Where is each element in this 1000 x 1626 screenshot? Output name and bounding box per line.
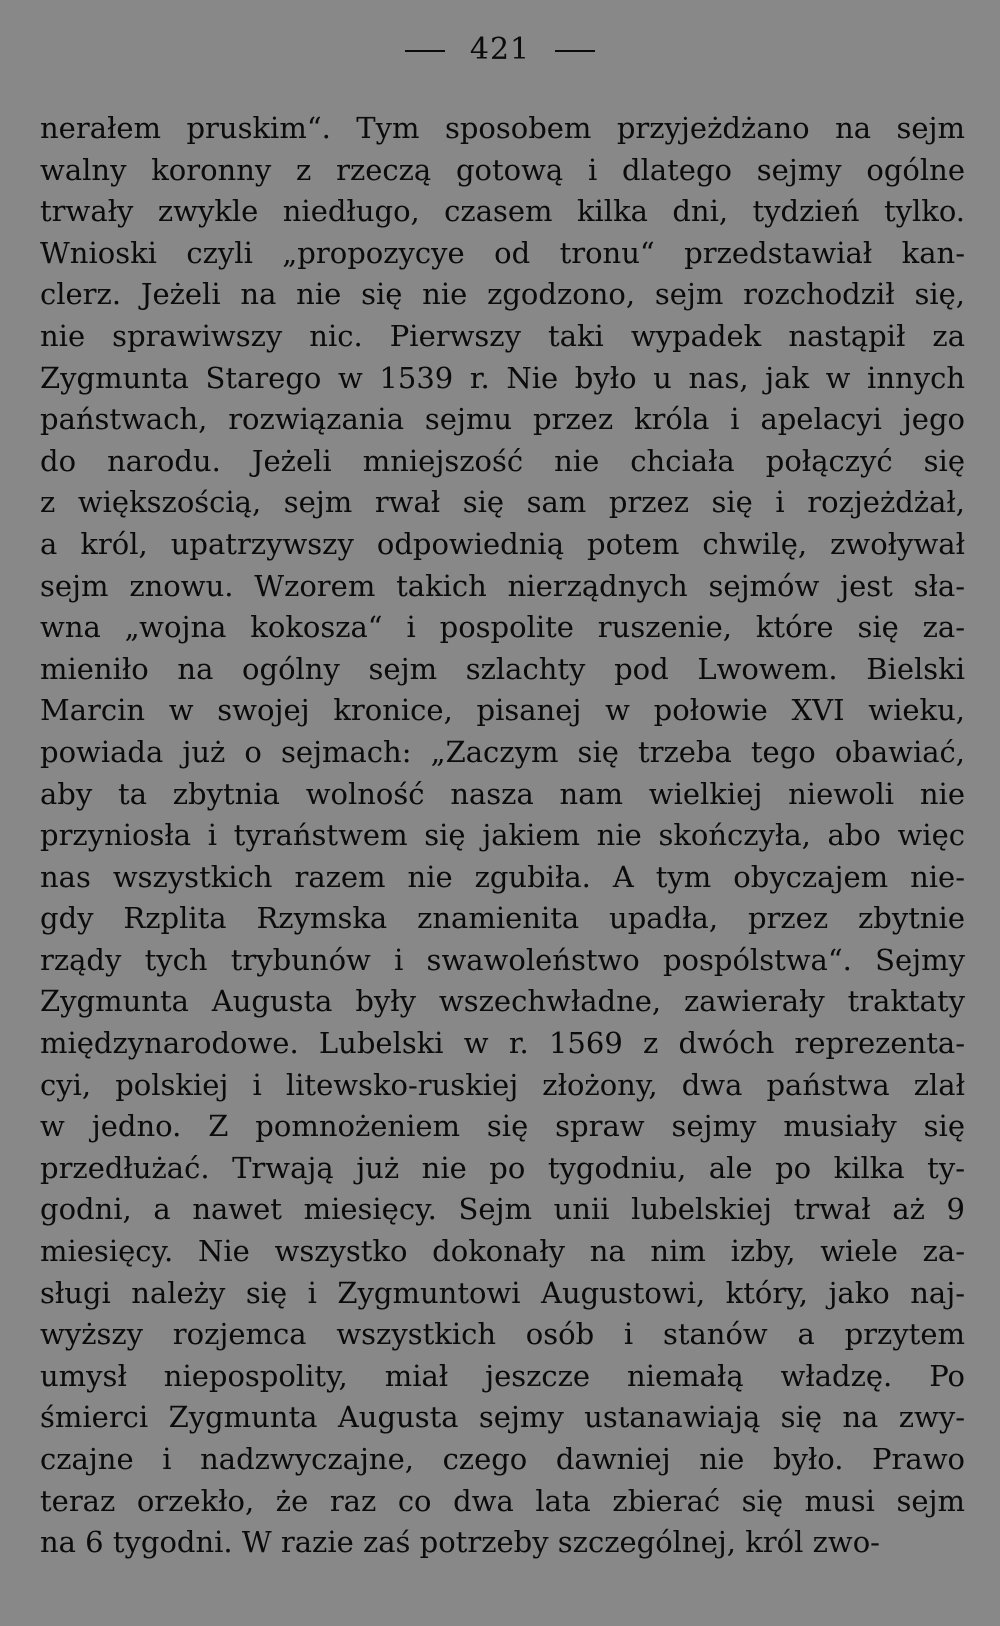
text-line: aby ta zbytnia wolność nasza nam wielkiej niewoli nie (40, 776, 965, 811)
text-line: powiada już o sejmach: „Zaczym się trzeba tego obawiać, (40, 734, 965, 769)
text-line: miesięcy. Nie wszystko dokonały na nim izby, wiele za- (40, 1234, 965, 1269)
text-line: nas wszystkich razem nie zgubiła. A tym obyczajem nie- (40, 859, 965, 894)
text-line: w jedno. Z pomnożeniem się spraw sejmy musiały się (40, 1109, 965, 1144)
text-line: na 6 tygodni. W razie zaś potrzeby szczególnej, król zwo- (40, 1525, 880, 1560)
page-number: 421 (469, 32, 531, 67)
header-dash-right (555, 50, 595, 52)
text-line: do narodu. Jeżeli mniejszość nie chciała połączyć się (40, 443, 965, 478)
text-line: czajne i nadzwyczajne, czego dawniej nie było. Prawo (40, 1442, 965, 1476)
body-text (40, 108, 965, 1564)
text-line: umysł niepospolity, miał jeszcze niemałą władzę. Po (40, 1358, 965, 1393)
text-line: sejm znowu. Wzorem takich nierządnych sejmów jest sła- (40, 568, 965, 603)
text-line: a król, upatrzywszy odpowiednią potem chwilę, zwoływał (40, 526, 965, 561)
text-line: wna „wojna kokosza“ i pospolite ruszenie, które się za- (40, 610, 965, 645)
text-line: przedłużać. Trwają już nie po tygodniu, ale po kilka ty- (40, 1150, 965, 1185)
text-line: teraz orzekło, że raz co dwa lata zbierać się musi sejm (40, 1483, 965, 1518)
text-line: nie sprawiwszy nic. Pierwszy taki wypadek nastąpił za (40, 318, 965, 353)
text-line: wyższy rozjemca wszystkich osób i stanów a przytem (40, 1317, 965, 1352)
text-line: clerz. Jeżeli na nie się nie zgodzono, sejm rozchodził się, (40, 277, 965, 312)
header-dash-left (405, 50, 445, 52)
text-line: międzynarodowe. Lubelski w r. 1569 z dwóch reprezenta- (40, 1026, 965, 1061)
text-line: sługi należy się i Zygmuntowi Augustowi, który, jako naj- (40, 1275, 965, 1310)
text-line: cyi, polskiej i litewsko-ruskiej złożony, dwa państwa zlał (40, 1067, 965, 1102)
text-line: z większością, sejm rwał się sam przez się i rozjeżdżał, (40, 485, 965, 520)
text-line: nerałem pruskim“. Tym sposobem przyjeżdżano na sejm (40, 111, 965, 145)
text-line: państwach, rozwiązania sejmu przez króla i apelacyi jego (40, 402, 965, 437)
page-header (0, 32, 1000, 67)
text-line: godni, a nawet miesięcy. Sejm unii lubelskiej trwał aż 9 (40, 1192, 965, 1227)
text-line: gdy Rzplita Rzymska znamienita upadła, przez zbytnie (40, 901, 965, 936)
text-line: śmierci Zygmunta Augusta sejmy ustanawiają się na zwy- (40, 1400, 965, 1435)
text-line: mieniło na ogólny sejm szlachty pod Lwowem. Bielski (40, 651, 965, 686)
text-line: rządy tych trybunów i swawoleństwo pospólstwa“. Sejmy (40, 942, 965, 977)
text-line: trwały zwykle niedługo, czasem kilka dni, tydzień tylko. (40, 194, 965, 229)
text-line: Zygmunta Augusta były wszechwładne, zawierały traktaty (40, 984, 965, 1019)
text-line: walny koronny z rzeczą gotową i dlatego sejmy ogólne (40, 152, 965, 187)
text-line: Wnioski czyli „propozycye od tronu“ przedstawiał kan- (40, 235, 965, 270)
text-line: Zygmunta Starego w 1539 r. Nie było u nas, jak w innych (40, 360, 965, 395)
text-line: Marcin w swojej kronice, pisanej w połowie XVI wieku, (40, 693, 965, 728)
text-line: przyniosła i tyraństwem się jakiem nie skończyła, abo więc (40, 818, 965, 853)
